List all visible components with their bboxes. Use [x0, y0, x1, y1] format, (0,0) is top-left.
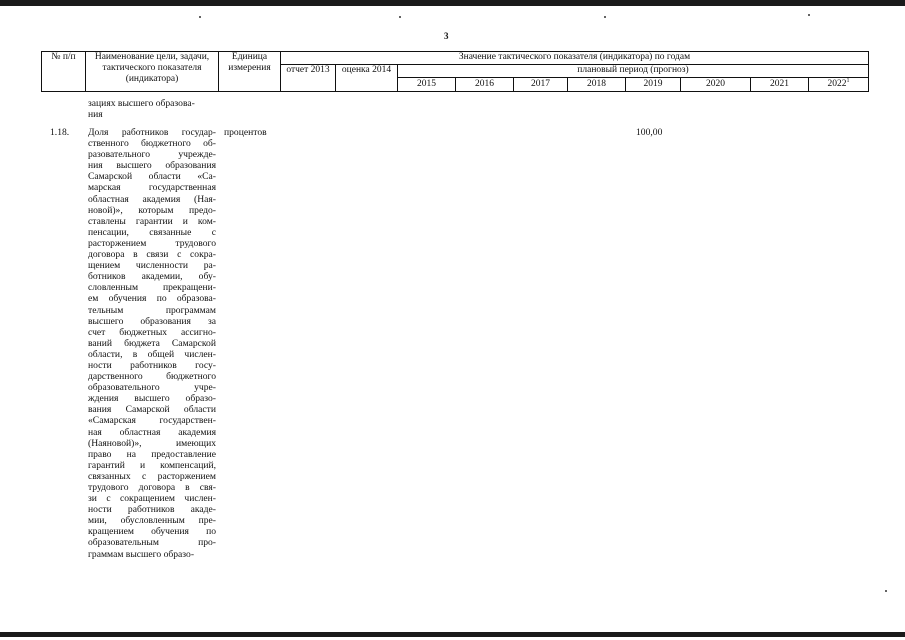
header-year: 2019	[626, 78, 681, 92]
header-year: 2020	[681, 78, 751, 92]
description-line: марская государственная	[88, 182, 216, 194]
description-line: «Самарская государствен-	[88, 415, 216, 427]
unit-of-measure: процентов	[224, 127, 267, 138]
description-line: областная академия (Ная-	[88, 193, 216, 205]
description-line: ем обучения по образова-	[88, 293, 216, 305]
description-line: Доля работников государ-	[88, 127, 216, 138]
description-line: области, в общей числен-	[88, 348, 216, 360]
header-year: 2018	[568, 78, 626, 92]
description-line: ности работников госу-	[88, 359, 216, 371]
page-number: 3	[444, 31, 449, 41]
description-line: ждения высшего образо-	[88, 393, 216, 405]
description-line: ставлены гарантии и ком-	[88, 215, 216, 227]
header-year: 2015	[398, 78, 456, 92]
description-line: зи с сокращением числен-	[88, 493, 216, 505]
description-line: кращением обучения по	[88, 526, 216, 538]
description-line: высшего образования за	[88, 315, 216, 327]
header-plan-period: плановый период (прогноз)	[398, 65, 869, 78]
header-year-label: 2022	[827, 79, 847, 89]
header-number: № п/п	[42, 52, 86, 92]
description-line: ния высшего образования	[88, 160, 216, 172]
description-line: граммам высшего образо-	[88, 548, 195, 560]
header-year-2022	[809, 78, 869, 92]
description-line: гарантий и компенсаций,	[88, 459, 216, 471]
header-year: 2017	[514, 78, 568, 92]
continuation-line: ния	[88, 109, 103, 121]
scan-bottom-edge	[0, 632, 905, 637]
description-line: ности работников акаде-	[88, 504, 216, 516]
scan-speck	[399, 16, 401, 18]
indicator-value-2019: 100,00	[636, 127, 663, 138]
indicator-table-header	[41, 51, 869, 92]
header-report-2013: отчет 2013	[281, 65, 336, 92]
description-line: ботников академии, обу-	[88, 271, 216, 283]
description-line: ная областная академия	[88, 426, 216, 438]
header-year: 2021	[751, 78, 809, 92]
header-values-by-year: Значение тактического показателя (индикатора) по годам	[281, 52, 869, 65]
description-line: счет бюджетных ассигно-	[88, 326, 216, 338]
scan-speck	[199, 16, 201, 18]
description-line: расторжением трудового	[88, 237, 216, 249]
description-line: пенсации, связанные с	[88, 226, 216, 238]
description-line: тельным программам	[88, 304, 216, 316]
description-line: образовательного учре-	[88, 382, 216, 394]
header-unit: Единица измерения	[219, 52, 281, 92]
description-line: разовательного учрежде-	[88, 149, 216, 161]
row-number: 1.18.	[50, 127, 70, 138]
header-year: 2016	[456, 78, 514, 92]
description-line: словленным прекращени-	[88, 282, 216, 294]
description-line: ственного бюджетного об-	[88, 138, 216, 150]
scan-speck	[808, 14, 810, 16]
description-line: связанных с расторжением	[88, 470, 216, 482]
continuation-line: зациях высшего образова-	[88, 98, 195, 109]
description-line: Самарской области «Са-	[88, 171, 216, 183]
scan-top-edge	[0, 0, 905, 6]
description-line: новой)», которым предо-	[88, 204, 216, 216]
description-line: (Наяновой)», имеющих	[88, 437, 216, 449]
description-line: образовательным про-	[88, 537, 216, 549]
header-estimate-2014: оценка 2014	[336, 65, 398, 92]
description-line: договора в связи с сокра-	[88, 249, 216, 261]
description-line: ваний бюджета Самарской	[88, 337, 216, 349]
scan-speck	[604, 16, 606, 18]
header-indicator-name: Наименование цели, задачи, тактического показателя (индикатора)	[86, 52, 219, 92]
footnote-mark: 1	[846, 77, 850, 84]
description-line: трудового договора в свя-	[88, 482, 216, 493]
description-line: вания Самарской области	[88, 404, 216, 416]
description-line: право на предоставление	[88, 448, 216, 460]
description-line: щением численности ра-	[88, 260, 216, 272]
scan-speck	[885, 590, 887, 592]
indicator-description	[88, 127, 216, 560]
continuation-text	[88, 98, 216, 120]
description-line: мии, обусловленным пре-	[88, 515, 216, 527]
description-line: дарственного бюджетного	[88, 371, 216, 383]
